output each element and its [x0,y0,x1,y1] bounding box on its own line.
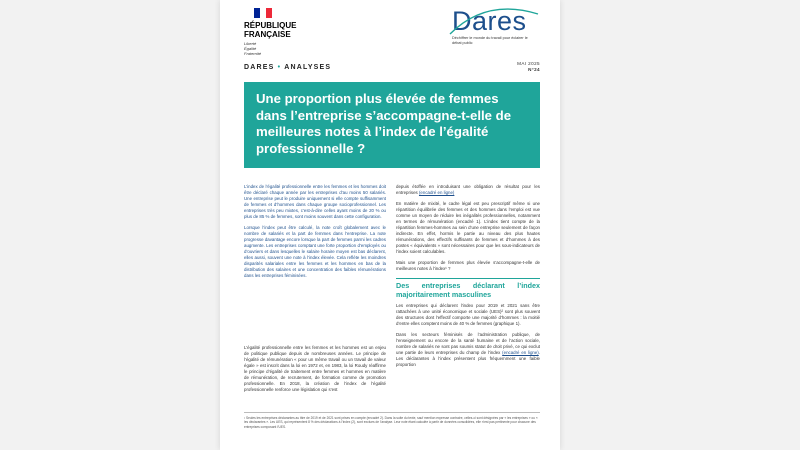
series-prefix: DARES [244,64,275,71]
rf-title [244,21,296,39]
logo-tagline: Déchiffrer le monde du travail pour éclairer le débat public [452,36,528,45]
issue-info [517,61,540,73]
issue-number: N°24 [528,67,540,72]
footnote: ¹ Seules les entreprises déclarantes au titre de 2019 et de 2021 sont prises en compte (encadré 2). Dans la suite du texte, sauf mention expresse contraire, celles-ci sont désignées par « les entreprises » ou « les déclarantes ». Les UES, qui représentent 8 % des déclarations à l’index (2), sont exclues de l’analyse. Leur note étant calculée à partir de données consolidées, elle n’est pas pertinente pour chacune des entreprises composant l’UES. [244,412,540,429]
encadre-link-2[interactable]: (encadré en ligne) [502,350,539,355]
dares-logo [452,6,542,46]
left-column-lead [244,184,386,284]
rf-motto-liberte: Liberté [244,41,257,46]
left-column-body [244,345,386,398]
flag-red [266,8,272,18]
series-separator: • [277,64,282,71]
right-paragraph-3: Mais une proportion de femmes plus élevée s’accompagne-t-elle de meilleures notes à l’index¹ ? [396,260,540,271]
french-flag-icon [254,8,272,18]
document-page [220,0,560,450]
rf-motto-egalite: Égalité [244,46,257,51]
issue-date: MAI 2025 [517,61,540,66]
series-name [244,64,331,71]
rf-title-line2: FRANÇAISE [244,30,291,39]
rf-motto-fraternite: Fraternité [244,51,262,56]
section-title: Des entreprises déclarant l’index majoritairement masculines [396,278,540,299]
right-paragraph-2: En matière de mixité, le cadre légal est peu prescriptif même si une répartition équilibrée des femmes et des hommes dans l’emploi est vue comme un moyen de réduire les inégalités professionnelles, notamment en termes de rémunération (encadré 1). L’index tient compte de la répartition femmes-hommes au sein d’une entreprise seulement de façon indirecte. En effet, hormis le partie au niveau des plus hautes rémunérations, des effectifs suffisants de femmes et d’hommes à des postes « équivalents » sont nécessaires pour que les sous-indicateurs de l’index soient calculables. [396,201,540,254]
rf-title-line1: RÉPUBLIQUE [244,21,297,30]
right-column [396,184,540,373]
document-title: Une proportion plus élevée de femmes dans l’entreprise s’accompagne-t-elle de meilleures notes à l’index de l’égalité professionnelle ? [256,91,512,156]
lead-paragraph-1: L’index de l’égalité professionnelle entre les femmes et les hommes doit être déclaré chaque année par les entreprises d’au moins 50 salariés. Une entreprise peut le produire uniquement si elle compte suffisamment de femmes et d’hommes dans chaque groupe socioprofessionnel. Les entreprises très peu mixtes, c’est-à-dire celles ayant moins de 20 % ou plus de 85 % de femmes, sont moins souvent dans cette configuration. [244,184,386,219]
title-banner [244,82,540,168]
rf-motto [244,41,296,56]
series-label: ANALYSES [284,64,332,71]
right-paragraph-5 [396,332,540,368]
right-p1-text: depuis étoffée en introduisant une obligation de résultat pour les entreprises [396,184,540,195]
right-paragraph-4: Les entreprises qui déclarent l’index pour 2019 et 2021 sans être rattachées à une unité économique et sociale (UES)² sont plus souvent des structures dont l’effectif comporte une majorité d’hommes : la moitié d’entre elles comptent moins de 40 % de femmes (graphique 1). [396,303,540,326]
right-paragraph-1 [396,184,540,196]
body-paragraph-1: L’égalité professionnelle entre les femmes et les hommes est un enjeu de politique publique depuis de nombreuses années. Le principe de l’égalité de rémunération « pour un même travail ou un travail de valeur égale » est inscrit dans la loi en 1972 et, en 1983, la loi Roudy réaffirme le principe d’égalité de traitement entre femmes et hommes en matière de rémunération, de recrutement, de formation comme de promotion professionnelle. En 2018, la création de l’index de l’égalité professionnelle renforce une législation qui s’est [244,345,386,392]
encadre-link-1[interactable]: (encadré en ligne) [418,190,455,195]
right-p5-end: . Les déclarantes à l’index présentent plus fréquemment une faible proportion [396,350,540,367]
logo-word: Dares [452,6,527,36]
logo-arc-icon [446,4,542,44]
republique-francaise-logo [244,8,296,56]
right-p5-text: Dans les secteurs féminisés de l’administration publique, de l’enseignement ou encore de la santé humaine et de l’action sociale, nombre de salariés ne sont pas soumis statut de droit privé, ce qui exclut une partie de leurs entreprises du champ de l’index [396,332,540,355]
lead-paragraph-2: Lorsque l’index peut être calculé, la note croît globalement avec le nombre de salariés et la part de femmes dans l’entreprise. La note progresse davantage encore lorsque la part de femmes parmi les cadres augmente. Les entreprises comptant une forte proportion d’employés ou d’ouvriers et dans lesquelles le salaire horaire moyen est bas déclarent, elles aussi, souvent une note à l’index élevée. Cela reflète les moindres disparités salariales entre les femmes et les hommes en bas de la distribution des salaires et une concentration des faibles rémunérations dans les entreprises féminisées. [244,225,386,278]
